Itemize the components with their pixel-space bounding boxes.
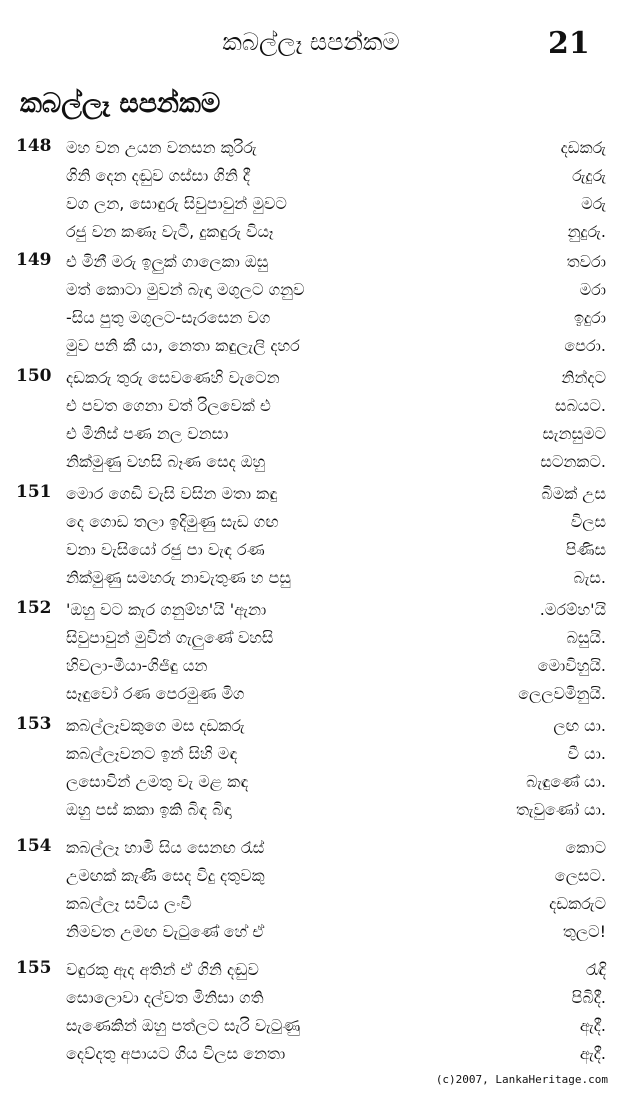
verse-line-text: දඩකරු තුරු සෙවණෙහි වැටෙන	[66, 368, 280, 387]
verse-line-text: හිවලා-මීයා-ගිජිඳු යන	[66, 656, 208, 675]
verse-line-ending: වී යා.	[567, 744, 606, 763]
verse-line-text: ගිනි දෙන දඬුව ගස්සා ගිනි දී	[66, 166, 251, 185]
copyright-footer: (c)2007, LankaHeritage.com	[435, 1073, 608, 1086]
verse-line-ending: තවරා	[566, 252, 606, 271]
verse-line	[0, 484, 622, 512]
verse-line-text: ලසොවින් උමතු වැ මළ කඳ	[66, 772, 249, 791]
verse-line	[0, 336, 622, 364]
verse-line-ending: බැඳුණේ යා.	[526, 772, 606, 791]
verse-line	[0, 716, 622, 744]
verse-line-ending: පිණිස	[565, 540, 606, 559]
verse-line-text: නික්මුණු වහසි බෑණ සෙද ඔහු	[66, 452, 266, 471]
verse-line-ending: ලෙසට.	[554, 866, 606, 885]
verse-line	[0, 166, 622, 194]
verse-number: 151	[16, 482, 52, 502]
verse-line-ending: ඇදී.	[579, 1016, 606, 1035]
verse-line	[0, 308, 622, 336]
verse-line-text: එ මිනී මරු ඉලුක් ගාලෙකා ඔසු	[66, 252, 269, 271]
verse-number: 150	[16, 366, 52, 386]
verse-line	[0, 1044, 622, 1072]
running-title: කබල්ලෑ සපන්කම	[222, 28, 400, 56]
verse-line-ending: ඇදී.	[579, 1044, 606, 1063]
verse-line	[0, 424, 622, 452]
verse-line-text: කබල්ලෑවනට ඉන් සිහි මඳ	[66, 744, 238, 763]
verse-line-text: -සිය පුතු මගුලට-සැරසෙන වග	[66, 308, 271, 327]
verse-line	[0, 600, 622, 628]
verse-number: 153	[16, 714, 52, 734]
verse-line-ending: ලෙලවමිනුයි.	[518, 684, 606, 703]
verse-line-text: උමඟක් කැණී සෙද විදු දතුවකු	[66, 866, 265, 885]
verse-line-text: මහ වන උයන වනසන කුරිරු	[66, 138, 257, 157]
verse-line-ending: ඉදුරා	[573, 308, 606, 327]
verse-line	[0, 252, 622, 280]
page-number: 21	[548, 26, 590, 61]
verse-line-ending: මොවිහුයි.	[537, 656, 606, 675]
verse-line-ending: නුදුරු.	[567, 222, 606, 241]
verse-number: 149	[16, 250, 52, 270]
verse-line	[0, 222, 622, 250]
verse-number: 155	[16, 958, 52, 978]
verse-line-text: සිවුපාවුන් මුවින් ගැලුණේ වහසි	[66, 628, 274, 647]
verse-line-text: රජු වන කණෑ වැටී, දුකඳුරු වියෑ	[66, 222, 274, 241]
verse-line-text: කබල්ලෑ හාමි සිය සෙනඟ රැස්	[66, 838, 265, 857]
verse-line	[0, 922, 622, 950]
stanza	[0, 252, 622, 364]
verse-line-ending: දඩකරු	[560, 138, 606, 157]
verse-line-text: නිමවත උමඟ වැටුණේ හේ ඒ	[66, 922, 265, 941]
verse-line-ending: නින්දට	[561, 368, 606, 387]
verse-line-text: වනා වැසියෝ රජු පා වැඳ රණ	[66, 540, 265, 559]
verse-line-text: සෑඳුවෝ රණ පෙරමුණ මිග	[66, 684, 245, 703]
verse-line	[0, 280, 622, 308]
verse-line	[0, 568, 622, 596]
verse-line-ending: .මරම්හ'යි	[539, 600, 606, 619]
stanza	[0, 838, 622, 950]
section-title: කබල්ලෑ සපන්කම	[20, 88, 221, 119]
verse-line	[0, 138, 622, 166]
verse-line-ending: මරා	[579, 280, 606, 299]
verse-line	[0, 894, 622, 922]
verse-line-text: එ මිනිස් පණ නල වනසා	[66, 424, 229, 443]
verse-line-text: වඳුරකු ඇද අතින් ඒ ගිනි දඬුව	[66, 960, 259, 979]
stanza	[0, 368, 622, 480]
verse-line	[0, 628, 622, 656]
verse-line-text: සොලොවා දල්වත මිනිසා ගති	[66, 988, 264, 1007]
verse-line	[0, 540, 622, 568]
verse-line-text: මොර ගෙඩි වැසි වසින මතා කඳු	[66, 484, 278, 503]
verse-line-ending: ලඟ යා.	[553, 716, 606, 735]
verse-line	[0, 866, 622, 894]
verse-line-ending: බැස.	[573, 568, 606, 587]
verse-line-ending: රැඳි	[585, 960, 606, 979]
verse-line-ending: දඩකරුට	[549, 894, 606, 913]
stanza	[0, 600, 622, 712]
verse-line	[0, 772, 622, 800]
verse-line-text: මුව පනි කී යා, නෙතා කඳුලැලි දහර	[66, 336, 300, 355]
verse-line-ending: බිමක් උස	[541, 484, 606, 503]
verse-line-text: නික්මුණු සමහරු නාවැතුණ හ පසු	[66, 568, 291, 587]
stanza	[0, 960, 622, 1072]
verse-line-ending: බසුයි.	[566, 628, 606, 647]
verse-number: 148	[16, 136, 52, 156]
verse-line	[0, 368, 622, 396]
verse-line-text: කබල්ලෑවකුගෙ මස දඩකරු	[66, 716, 245, 735]
verse-line	[0, 684, 622, 712]
verse-line-ending: සැනසුමට	[542, 424, 606, 443]
stanza	[0, 716, 622, 828]
verse-line	[0, 960, 622, 988]
verse-number: 152	[16, 598, 52, 618]
verse-line	[0, 396, 622, 424]
verse-line	[0, 744, 622, 772]
verse-line-ending: මරු	[581, 194, 606, 213]
stanza	[0, 138, 622, 250]
verse-line	[0, 194, 622, 222]
verse-line-text: 'ඔහු වට කැර ගනුම්හ'යි 'ඇනා	[66, 600, 267, 619]
verse-line-ending: විලස	[570, 512, 606, 531]
verse-line	[0, 512, 622, 540]
verse-line	[0, 838, 622, 866]
verse-line-ending: තුලට!	[562, 922, 606, 941]
verse-line-ending: පෙරා.	[564, 336, 606, 355]
verse-line-ending: කොට	[565, 838, 606, 857]
verse-line-text: මත් කොටා මුවන් බැඳා මගුලට ගනුව	[66, 280, 305, 299]
verse-line-text: ඔහු පස් කකා ඉකි බිඳ බිඳා	[66, 800, 232, 819]
verse-line-text: වග ලන, සොඳුරු සිවුපාවුන් මුවට	[66, 194, 287, 213]
verse-line	[0, 656, 622, 684]
verse-number: 154	[16, 836, 52, 856]
verse-line-text: දෙ ගොඩ තලා ඉදිමුණු සැඩ ගඟ	[66, 512, 279, 531]
verse-line-ending: රුදුරු	[572, 166, 606, 185]
verse-line-text: කබල්ලෑ සවිය ලංවී	[66, 894, 192, 913]
verse-line-ending: සටනකට.	[540, 452, 606, 471]
verse-line	[0, 452, 622, 480]
verse-line-text: සැණෙකින් ඔහු පත්ලට සැරි වැටුණු	[66, 1016, 301, 1035]
stanza	[0, 484, 622, 596]
verse-line	[0, 800, 622, 828]
verse-line-text: දෙව්දතු අපායට ගිය විලස නෙතා	[66, 1044, 286, 1063]
verse-line	[0, 988, 622, 1016]
verse-line-ending: තැවුණෝ යා.	[515, 800, 606, 819]
verse-line	[0, 1016, 622, 1044]
verse-line-text: එ පවත ගෙනා වත් රිලවෙක් එ	[66, 396, 271, 415]
verse-line-ending: සබයට.	[554, 396, 606, 415]
verse-line-ending: පිබිදී.	[571, 988, 606, 1007]
